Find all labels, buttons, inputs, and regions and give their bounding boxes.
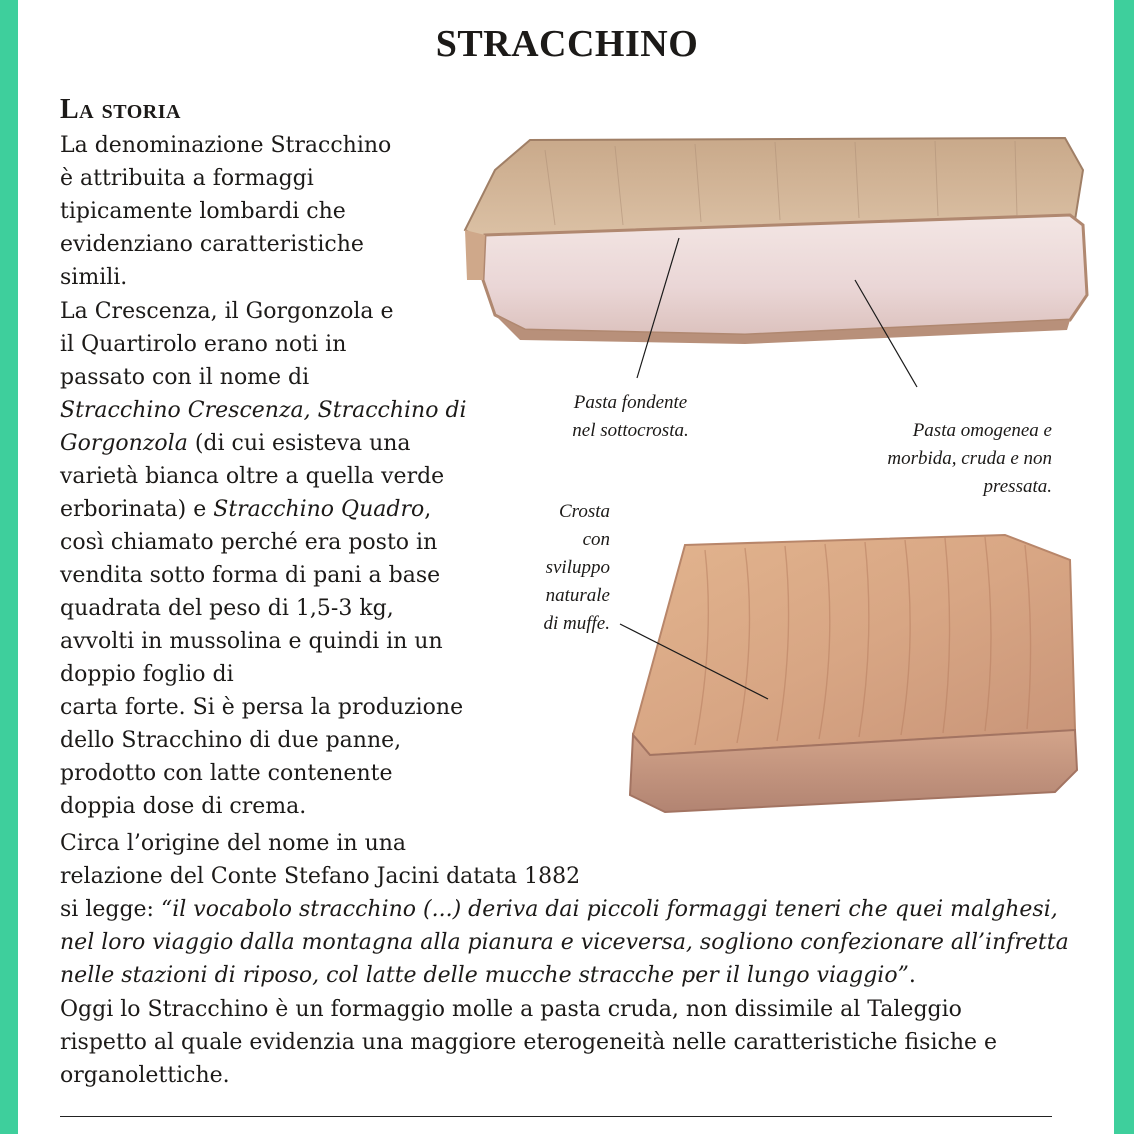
text-line: è attribuita a formaggi (60, 166, 314, 191)
caption-line: pressata. (983, 476, 1052, 497)
caption-line: con (582, 529, 610, 550)
text-fragment: si legge: (60, 897, 161, 922)
leader-line-pasta-omogenea (855, 280, 917, 387)
text-line: il Quartirolo erano noti in (60, 332, 347, 357)
caption-line: Pasta omogenea e (912, 420, 1052, 441)
italic-name: Stracchino Quadro (213, 497, 425, 522)
quote-text: nelle stazioni di riposo, col latte delle mucche stracche per il lungo viaggio” (60, 963, 909, 988)
text-line: vendita sotto forma di pani a base (60, 563, 441, 588)
italic-name: Gorgonzola (60, 431, 188, 456)
text-line: evidenziano caratteristiche (60, 232, 364, 257)
caption-line: Crosta (558, 501, 610, 522)
caption-line: Pasta fondente (573, 392, 688, 413)
text-line: avvolti in mussolina e quindi in un (60, 629, 443, 654)
caption-pasta-omogenea (822, 417, 1052, 501)
caption-line: naturale (545, 585, 610, 606)
leader-line-crosta (620, 624, 768, 699)
caption-crosta (500, 498, 610, 638)
text-line: Oggi lo Stracchino è un formaggio molle a pasta cruda, non dissimile al Taleggio (60, 997, 962, 1022)
section-heading: La storia (60, 94, 181, 125)
text-fragment: , (424, 497, 432, 522)
text-fragment: (di cui esisteva una (187, 431, 411, 456)
italic-name: Stracchino Crescenza, Stracchino di (60, 398, 467, 423)
text-line: varietà bianca oltre a quella verde (60, 464, 445, 489)
text-line: La denominazione Stracchino (60, 133, 392, 158)
caption-pasta-fondente (558, 389, 703, 445)
text-line: organolettiche. (60, 1063, 230, 1088)
caption-line: nel sottocrosta. (572, 420, 689, 441)
text-line: passato con il nome di (60, 365, 310, 390)
leader-line-pasta-fondente (637, 238, 679, 378)
text-line: dello Stracchino di due panne, (60, 728, 402, 753)
bottom-divider (60, 1116, 1052, 1117)
quote-text: nel loro viaggio dalla montagna alla pianura e viceversa, sogliono confezionare all’infretta (60, 930, 1069, 955)
text-line: così chiamato perché era posto in (60, 530, 438, 555)
page-title: STRACCHINO (435, 23, 699, 65)
text-fragment: erborinata) e (60, 497, 214, 522)
text-line: quadrata del peso di 1,5-3 kg, (60, 596, 394, 621)
text-line: relazione del Conte Stefano Jacini datata 1882 (60, 864, 581, 889)
text-line: prodotto con latte contenente (60, 761, 393, 786)
text-line: Circa l’origine del nome in una (60, 831, 407, 856)
text-line: doppia dose di crema. (60, 794, 307, 819)
text-line: rispetto al quale evidenzia una maggiore eterogeneità nelle caratteristiche fisiche e (60, 1030, 998, 1055)
text-line: La Crescenza, il Gorgonzola e (60, 299, 394, 324)
caption-line: di muffe. (543, 613, 610, 634)
text-line: tipicamente lombardi che (60, 199, 346, 224)
text-line: carta forte. Si è persa la produzione (60, 695, 464, 720)
text-line: simili. (60, 265, 128, 290)
caption-line: morbida, cruda e non (887, 448, 1052, 469)
quote-text: “il vocabolo stracchino (...) deriva dai piccoli formaggi teneri che quei malghesi, (160, 897, 1058, 922)
text-line: doppio foglio di (60, 662, 234, 687)
caption-line: sviluppo (545, 557, 610, 578)
text-fragment: . (908, 963, 916, 988)
